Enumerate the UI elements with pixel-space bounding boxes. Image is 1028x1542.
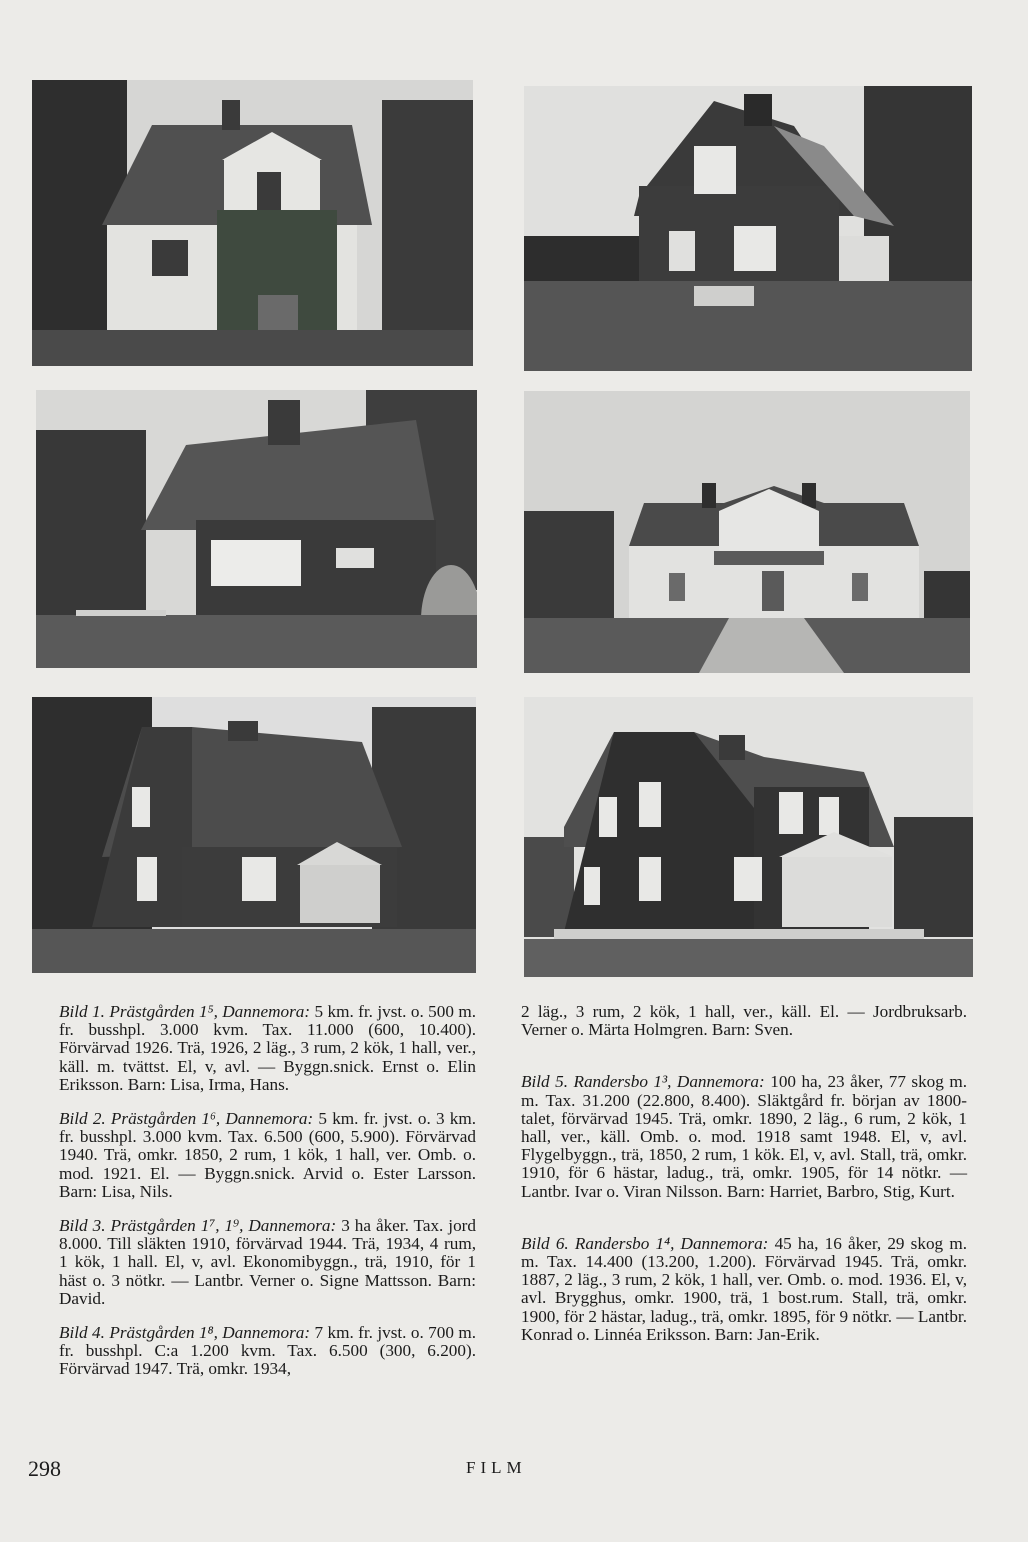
photo-bild-2-graphic bbox=[524, 86, 972, 371]
magazine-name: FILM bbox=[466, 1458, 527, 1477]
entry-text: 2 läg., 3 rum, 2 kök, 1 hall, ver., käll. El. — Jordbruksarb. Verner o. Märta Holmgren. Barn: Sven. bbox=[521, 1002, 967, 1040]
entry-bild-3 bbox=[59, 1217, 476, 1308]
entry-bild-1 bbox=[59, 1003, 476, 1094]
photo-bild-4 bbox=[524, 391, 970, 673]
text-column-left bbox=[59, 1003, 476, 1395]
entry-heading: Bild 2. Prästgården 1⁶, Dannemora: bbox=[59, 1109, 314, 1129]
photo-bild-3-graphic bbox=[36, 390, 477, 668]
entry-text: 7 km. fr. jvst. o. 700 m. fr. busshpl. C:a 1.200 kvm. Tax. 6.500 (300, 6.200). Förvärvad 1947. Trä, omkr. 1934, bbox=[59, 1323, 476, 1379]
entry-bild-4 bbox=[59, 1324, 476, 1379]
entry-heading: Bild 4. Prästgården 1⁸, Dannemora: bbox=[59, 1323, 311, 1343]
photo-bild-6-graphic bbox=[524, 697, 973, 977]
entry-heading: Bild 6. Randersbo 1⁴, Dannemora: bbox=[521, 1233, 769, 1253]
entry-text: 5 km. fr. jvst. o. 500 m. fr. busshpl. 3.000 kvm. Tax. 11.000 (600, 10.400). Förvärvad 1926. Trä, 1926, 2 läg., 3 rum, 2 kök, 1 hall, ver., käll. m. tvättst. El, v, avl. — Byggn.snick. Ernst o. Elin Eriksson. Barn: Lisa, Irma, Hans. bbox=[59, 1002, 476, 1094]
entry-bild-2 bbox=[59, 1110, 476, 1201]
photo-bild-5 bbox=[32, 697, 476, 973]
photo-bild-1 bbox=[32, 80, 473, 366]
page-number: 298 bbox=[28, 1456, 61, 1481]
photo-bild-5-graphic bbox=[32, 697, 476, 973]
photo-bild-2 bbox=[524, 86, 972, 371]
photo-bild-4-graphic bbox=[524, 391, 970, 673]
text-column-right bbox=[521, 1003, 967, 1360]
entry-continued bbox=[521, 1003, 967, 1039]
entry-heading: Bild 5. Randersbo 1³, Dannemora: bbox=[521, 1072, 765, 1092]
photo-bild-3 bbox=[36, 390, 477, 668]
photo-bild-6 bbox=[524, 697, 973, 977]
entry-text: 100 ha, 23 åker, 77 skog m. m. Tax. 31.200 (22.800, 8.400). Släktgård fr. början av 1800-talet, förvärvad 1945. Trä, omkr. 1890, 2 läg., 6 rum, 2 kök, 1 hall, ver., käll. Omb. o. mod. 1918 samt 1948. El, v, avl. Flygelbyggn., trä, 1850, 2 rum, 1 kök. El, v, avl. Stall, trä, omkr. 1910, för 6 hästar, ladug., trä, omkr. 1905, för 14 nötkr. — Lantbr. Ivar o. Viran Nilsson. Barn: Harriet, Barbro, Stig, Kurt. bbox=[521, 1072, 967, 1201]
entry-bild-6 bbox=[521, 1235, 967, 1344]
entry-bild-5 bbox=[521, 1073, 967, 1200]
entry-heading: Bild 1. Prästgården 1⁵, Dannemora: bbox=[59, 1002, 311, 1021]
entry-heading: Bild 3. Prästgården 1⁷, 1⁹, Dannemora: bbox=[59, 1216, 337, 1236]
entry-text: 45 ha, 16 åker, 29 skog m. m. Tax. 14.400 (13.200, 1.200). Förvärvad 1945. Trä, omkr. 1887, 2 läg., 3 rum, 2 kök, 1 hall, ver. Omb. o. mod. 1936. El, v, avl. Brygghus, omkr. 1900, trä, 1 bost.rum. Stall, trä, omkr. 1900, för 2 hästar, ladug., trä, omkr. 1895, för 9 nötkr. — Lantbr. Konrad o. Linnéa Eriksson. Barn: Jan-Erik. bbox=[521, 1233, 967, 1344]
photo-bild-1-graphic bbox=[32, 80, 473, 366]
entry-text: 3 ha åker. Tax. jord 8.000. Till släkten 1910, förvärvad 1944. Trä, 1934, 4 rum, 1 kök, 1 hall. El, v, avl. Ekonomibyggn., trä, 1910, för 1 häst o. 3 nötkr. — Lantbr. Verner o. Signe Mattsson. Barn: David. bbox=[59, 1216, 476, 1308]
entry-text: 5 km. fr. jvst. o. 3 km. fr. busshpl. 3.000 kvm. Tax. 6.500 (600, 5.900). Förvärvad 1940. Trä, omkr. 1850, 2 rum, 1 kök, 1 hall, ver. Omb. o. mod. 1921. El. — Byggn.snick. Arvid o. Ester Larsson. Barn: Lisa, Nils. bbox=[59, 1109, 476, 1201]
